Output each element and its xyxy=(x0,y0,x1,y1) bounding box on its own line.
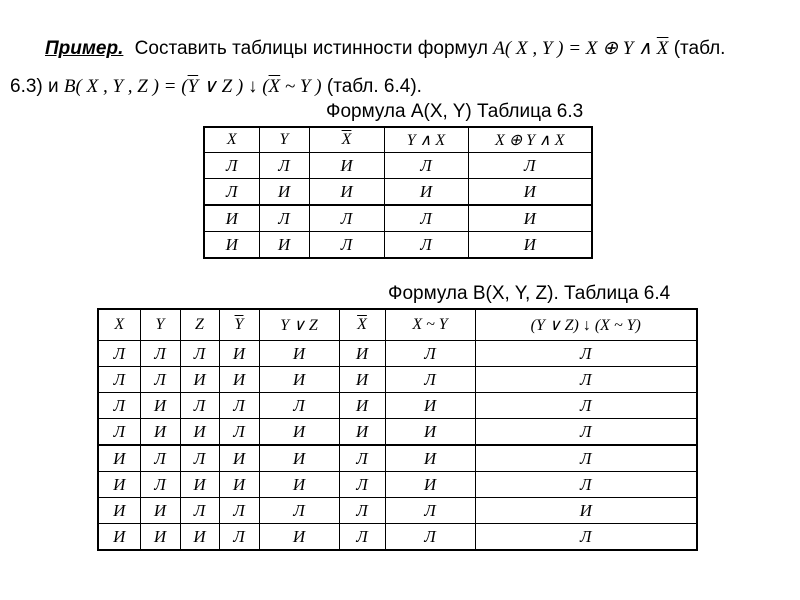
table-cell: Л xyxy=(219,498,259,524)
table-cell: Л xyxy=(475,419,697,446)
table-cell: Л xyxy=(98,341,140,367)
t2-header-not-y-or-z: Y ∨ Z xyxy=(259,309,339,341)
statement-line-1 xyxy=(10,30,794,68)
t1-header-not-x: $\overline{X}$ xyxy=(309,127,384,153)
table-cell: Л xyxy=(385,524,475,551)
table-cell: И xyxy=(475,498,697,524)
table-cell: И xyxy=(468,179,592,206)
table-row xyxy=(204,205,592,232)
table-cell: Л xyxy=(180,498,219,524)
table-cell: И xyxy=(385,393,475,419)
table-cell: И xyxy=(204,232,259,259)
table-cell: И xyxy=(98,498,140,524)
table-cell: Л xyxy=(339,445,385,472)
table-cell: Л xyxy=(475,341,697,367)
table-cell: И xyxy=(468,232,592,259)
table-row xyxy=(98,341,697,367)
table-cell: И xyxy=(219,445,259,472)
table-row xyxy=(98,445,697,472)
table-cell: Л xyxy=(385,367,475,393)
table-cell: Л xyxy=(475,524,697,551)
table-cell: И xyxy=(309,179,384,206)
table-cell: И xyxy=(259,341,339,367)
table-cell: И xyxy=(259,232,309,259)
table-cell: Л xyxy=(140,367,180,393)
table-cell: Л xyxy=(180,341,219,367)
table-cell: Л xyxy=(384,205,468,232)
table-row xyxy=(204,153,592,179)
table-cell: Л xyxy=(219,393,259,419)
table-ref-a: (табл. xyxy=(673,38,726,59)
table-cell: Л xyxy=(259,153,309,179)
table-cell: И xyxy=(98,524,140,551)
table-cell: Л xyxy=(339,472,385,498)
table-cell: Л xyxy=(384,153,468,179)
table-cell: И xyxy=(180,367,219,393)
table-row xyxy=(204,179,592,206)
t2-header-x: X xyxy=(98,309,140,341)
t2-header-not-x: $\overline{X}$ xyxy=(339,309,385,341)
table-cell: Л xyxy=(468,153,592,179)
table-cell: Л xyxy=(180,445,219,472)
table-cell: И xyxy=(98,445,140,472)
table-cell: И xyxy=(219,341,259,367)
table-cell: И xyxy=(204,205,259,232)
t2-header-z: Z xyxy=(180,309,219,341)
table-cell: Л xyxy=(384,232,468,259)
table-cell: Л xyxy=(98,419,140,446)
t1-header-y: Y xyxy=(259,127,309,153)
table-ref-b: (табл. 6.4). xyxy=(326,76,422,97)
table-cell: Л xyxy=(475,472,697,498)
table-row xyxy=(98,419,697,446)
table-cell: И xyxy=(180,472,219,498)
example-label: Пример. xyxy=(45,38,124,59)
table-cell: Л xyxy=(140,445,180,472)
table-cell: Л xyxy=(309,232,384,259)
table-cell: Л xyxy=(339,498,385,524)
table-cell: Л xyxy=(204,153,259,179)
table-cell: И xyxy=(140,498,180,524)
table-cell: Л xyxy=(475,445,697,472)
t1-header-y-and-not-x: Y ∧ X xyxy=(384,127,468,153)
table2-header-row xyxy=(98,309,697,341)
table-cell: Л xyxy=(259,498,339,524)
table-cell: И xyxy=(339,419,385,446)
table-cell: И xyxy=(140,419,180,446)
table-cell: И xyxy=(339,393,385,419)
formula-a: A( X , Y ) = X ⊕ Y ∧ $\overline{X}$ xyxy=(493,38,669,59)
t2-header-not-x-eq-y: X ~ Y xyxy=(385,309,475,341)
table-cell: И xyxy=(259,179,309,206)
table-cell: И xyxy=(339,367,385,393)
table-row xyxy=(98,367,697,393)
table-cell: Л xyxy=(339,524,385,551)
table-cell: Л xyxy=(259,205,309,232)
table-cell: И xyxy=(259,472,339,498)
table-cell: Л xyxy=(140,341,180,367)
table-cell: И xyxy=(385,445,475,472)
table-cell: Л xyxy=(140,472,180,498)
table-cell: И xyxy=(219,472,259,498)
table-cell: И xyxy=(384,179,468,206)
table-cell: Л xyxy=(259,393,339,419)
table-cell: Л xyxy=(385,498,475,524)
table-cell: Л xyxy=(385,341,475,367)
table-cell: Л xyxy=(204,179,259,206)
table-cell: И xyxy=(180,419,219,446)
problem-statement xyxy=(10,30,794,106)
table-cell: Л xyxy=(475,367,697,393)
table-cell: И xyxy=(339,341,385,367)
table-cell: Л xyxy=(219,419,259,446)
table-row xyxy=(98,472,697,498)
table-cell: И xyxy=(219,367,259,393)
table-row xyxy=(204,232,592,259)
table-cell: Л xyxy=(309,205,384,232)
formula-b: B( X , Y , Z ) = ($\overline{Y}$ ∨ Z ) ↓ ($\overline{X}$ ~ Y ) xyxy=(63,76,322,97)
table-cell: Л xyxy=(219,524,259,551)
table-cell: Л xyxy=(475,393,697,419)
t1-header-result: X ⊕ Y ∧ X xyxy=(468,127,592,153)
table-cell: И xyxy=(259,419,339,446)
statement-text: Составить таблицы истинности формул xyxy=(134,38,488,59)
table-cell: И xyxy=(140,524,180,551)
table2-caption: Формула B(X, Y, Z). Таблица 6.4 xyxy=(388,283,671,304)
table-cell: И xyxy=(385,419,475,446)
t2-header-not-y: $\overline{Y}$ xyxy=(219,309,259,341)
truth-table-6-4 xyxy=(97,308,698,551)
table-cell: И xyxy=(180,524,219,551)
table1-header-row xyxy=(204,127,592,153)
truth-table-6-3 xyxy=(203,126,593,259)
table-row xyxy=(98,498,697,524)
table-cell: И xyxy=(140,393,180,419)
table-row xyxy=(98,393,697,419)
table1-caption: Формула A(X, Y) Таблица 6.3 xyxy=(326,101,584,122)
table-cell: И xyxy=(259,367,339,393)
table-cell: Л xyxy=(98,393,140,419)
table-row xyxy=(98,524,697,551)
table-cell: И xyxy=(259,524,339,551)
table-cell: Л xyxy=(98,367,140,393)
table-cell: И xyxy=(98,472,140,498)
table-cell: И xyxy=(468,205,592,232)
table-cell: И xyxy=(309,153,384,179)
t1-header-x: X xyxy=(204,127,259,153)
table-cell: Л xyxy=(180,393,219,419)
table-ref-a-cont: 6.3) и xyxy=(10,76,59,97)
t2-header-y: Y xyxy=(140,309,180,341)
table-cell: И xyxy=(385,472,475,498)
table-cell: И xyxy=(259,445,339,472)
t2-header-result: (Y ∨ Z) ↓ (X ~ Y) xyxy=(475,309,697,341)
